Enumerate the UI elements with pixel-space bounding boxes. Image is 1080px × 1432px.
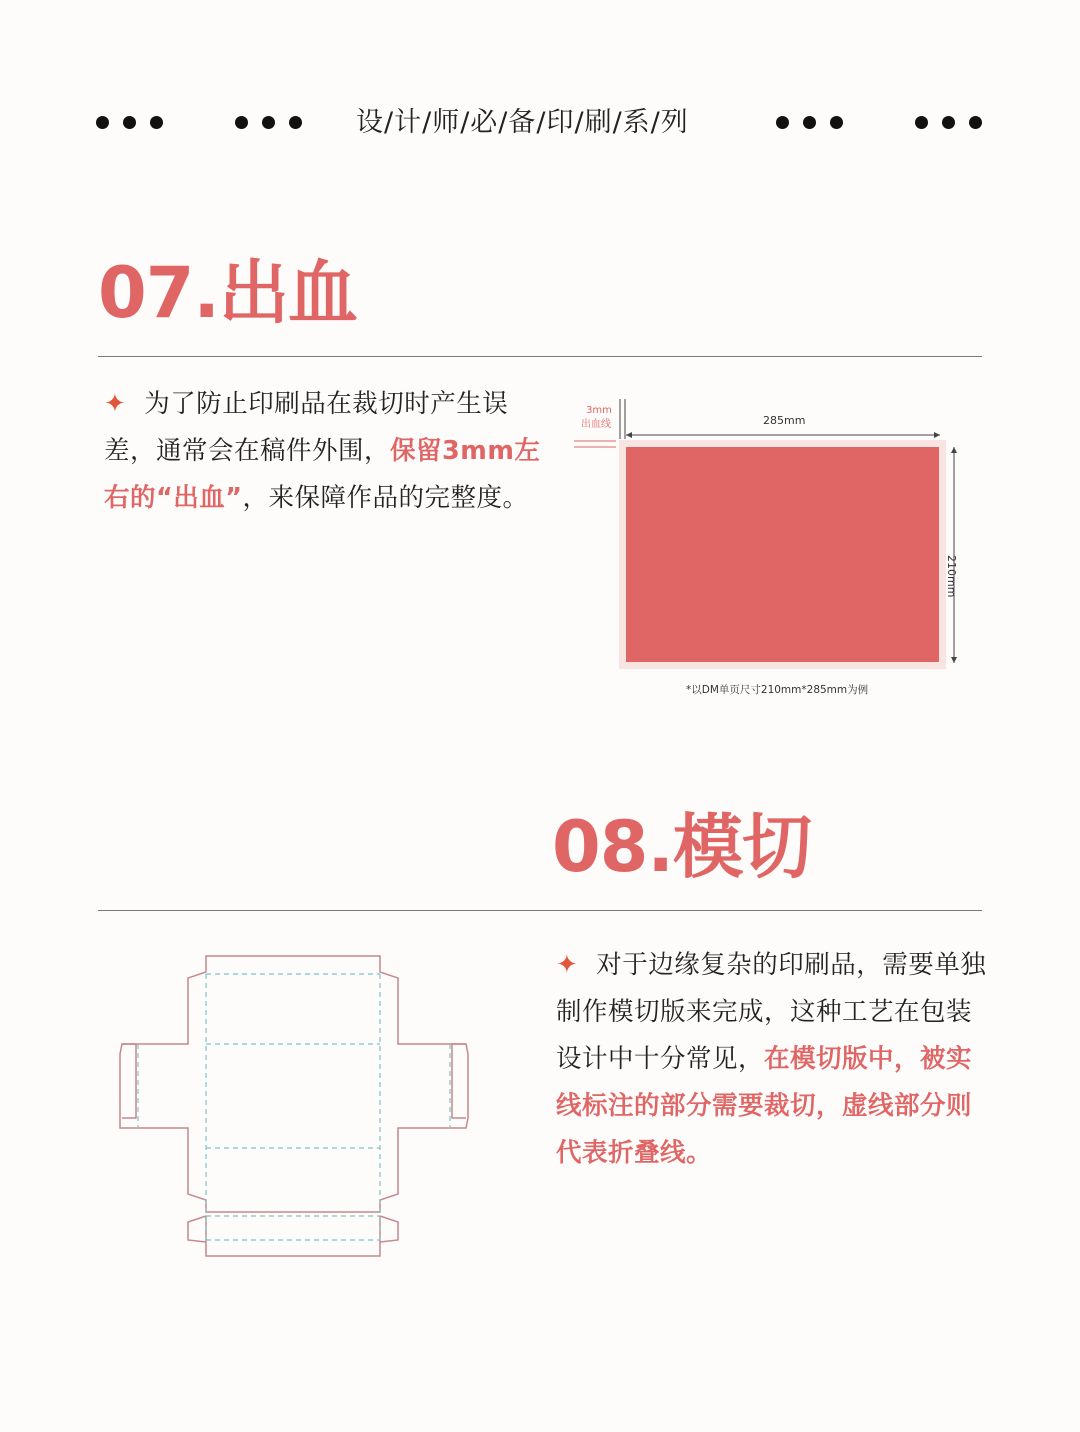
section-07-title: 07.出血 xyxy=(98,252,358,334)
section-08-divider xyxy=(98,910,982,911)
star-icon: ✦ xyxy=(104,389,127,419)
section-08-paragraph xyxy=(556,942,988,1177)
section-07-text-highlight: 保留3mm左右的“出血” xyxy=(104,436,541,513)
decorative-dots-right-1 xyxy=(776,116,843,129)
decorative-dots-left-1 xyxy=(96,116,163,129)
decorative-dots-left-2 xyxy=(235,116,302,129)
section-07-divider xyxy=(98,356,982,357)
section-08-text-before: 对于边缘复杂的印刷品，需要单独制作模切版来完成，这种工艺在包装设计中十分常见， xyxy=(556,950,987,1074)
fold-lines xyxy=(138,974,450,1240)
section-08-title: 08.模切 xyxy=(552,806,812,888)
series-title: 设/计/师/必/备/印/刷/系/列 xyxy=(356,107,689,138)
cut-lines xyxy=(120,956,468,1256)
height-label: 210mm xyxy=(945,555,958,598)
section-07-text-before: 为了防止印刷品在裁切时产生误差，通常会在稿件外围， xyxy=(104,389,509,466)
die-cut-template xyxy=(110,950,480,1270)
decorative-dots-right-2 xyxy=(915,116,982,129)
star-icon: ✦ xyxy=(556,950,579,980)
dimension-lines xyxy=(570,395,970,680)
section-08-text-highlight: 在模切版中，被实线标注的部分需要裁切，虚线部分则代表折叠线。 xyxy=(556,1044,973,1168)
bleed-size-label: 3mm xyxy=(586,405,612,416)
width-label: 285mm xyxy=(763,414,806,427)
section-07-paragraph xyxy=(104,381,544,522)
bleed-line-label: 出血线 xyxy=(581,419,611,430)
section-07-text-after: ，来保障作品的完整度。 xyxy=(242,483,529,513)
diagram-caption: *以DM单页尺寸210mm*285mm为例 xyxy=(686,684,869,696)
